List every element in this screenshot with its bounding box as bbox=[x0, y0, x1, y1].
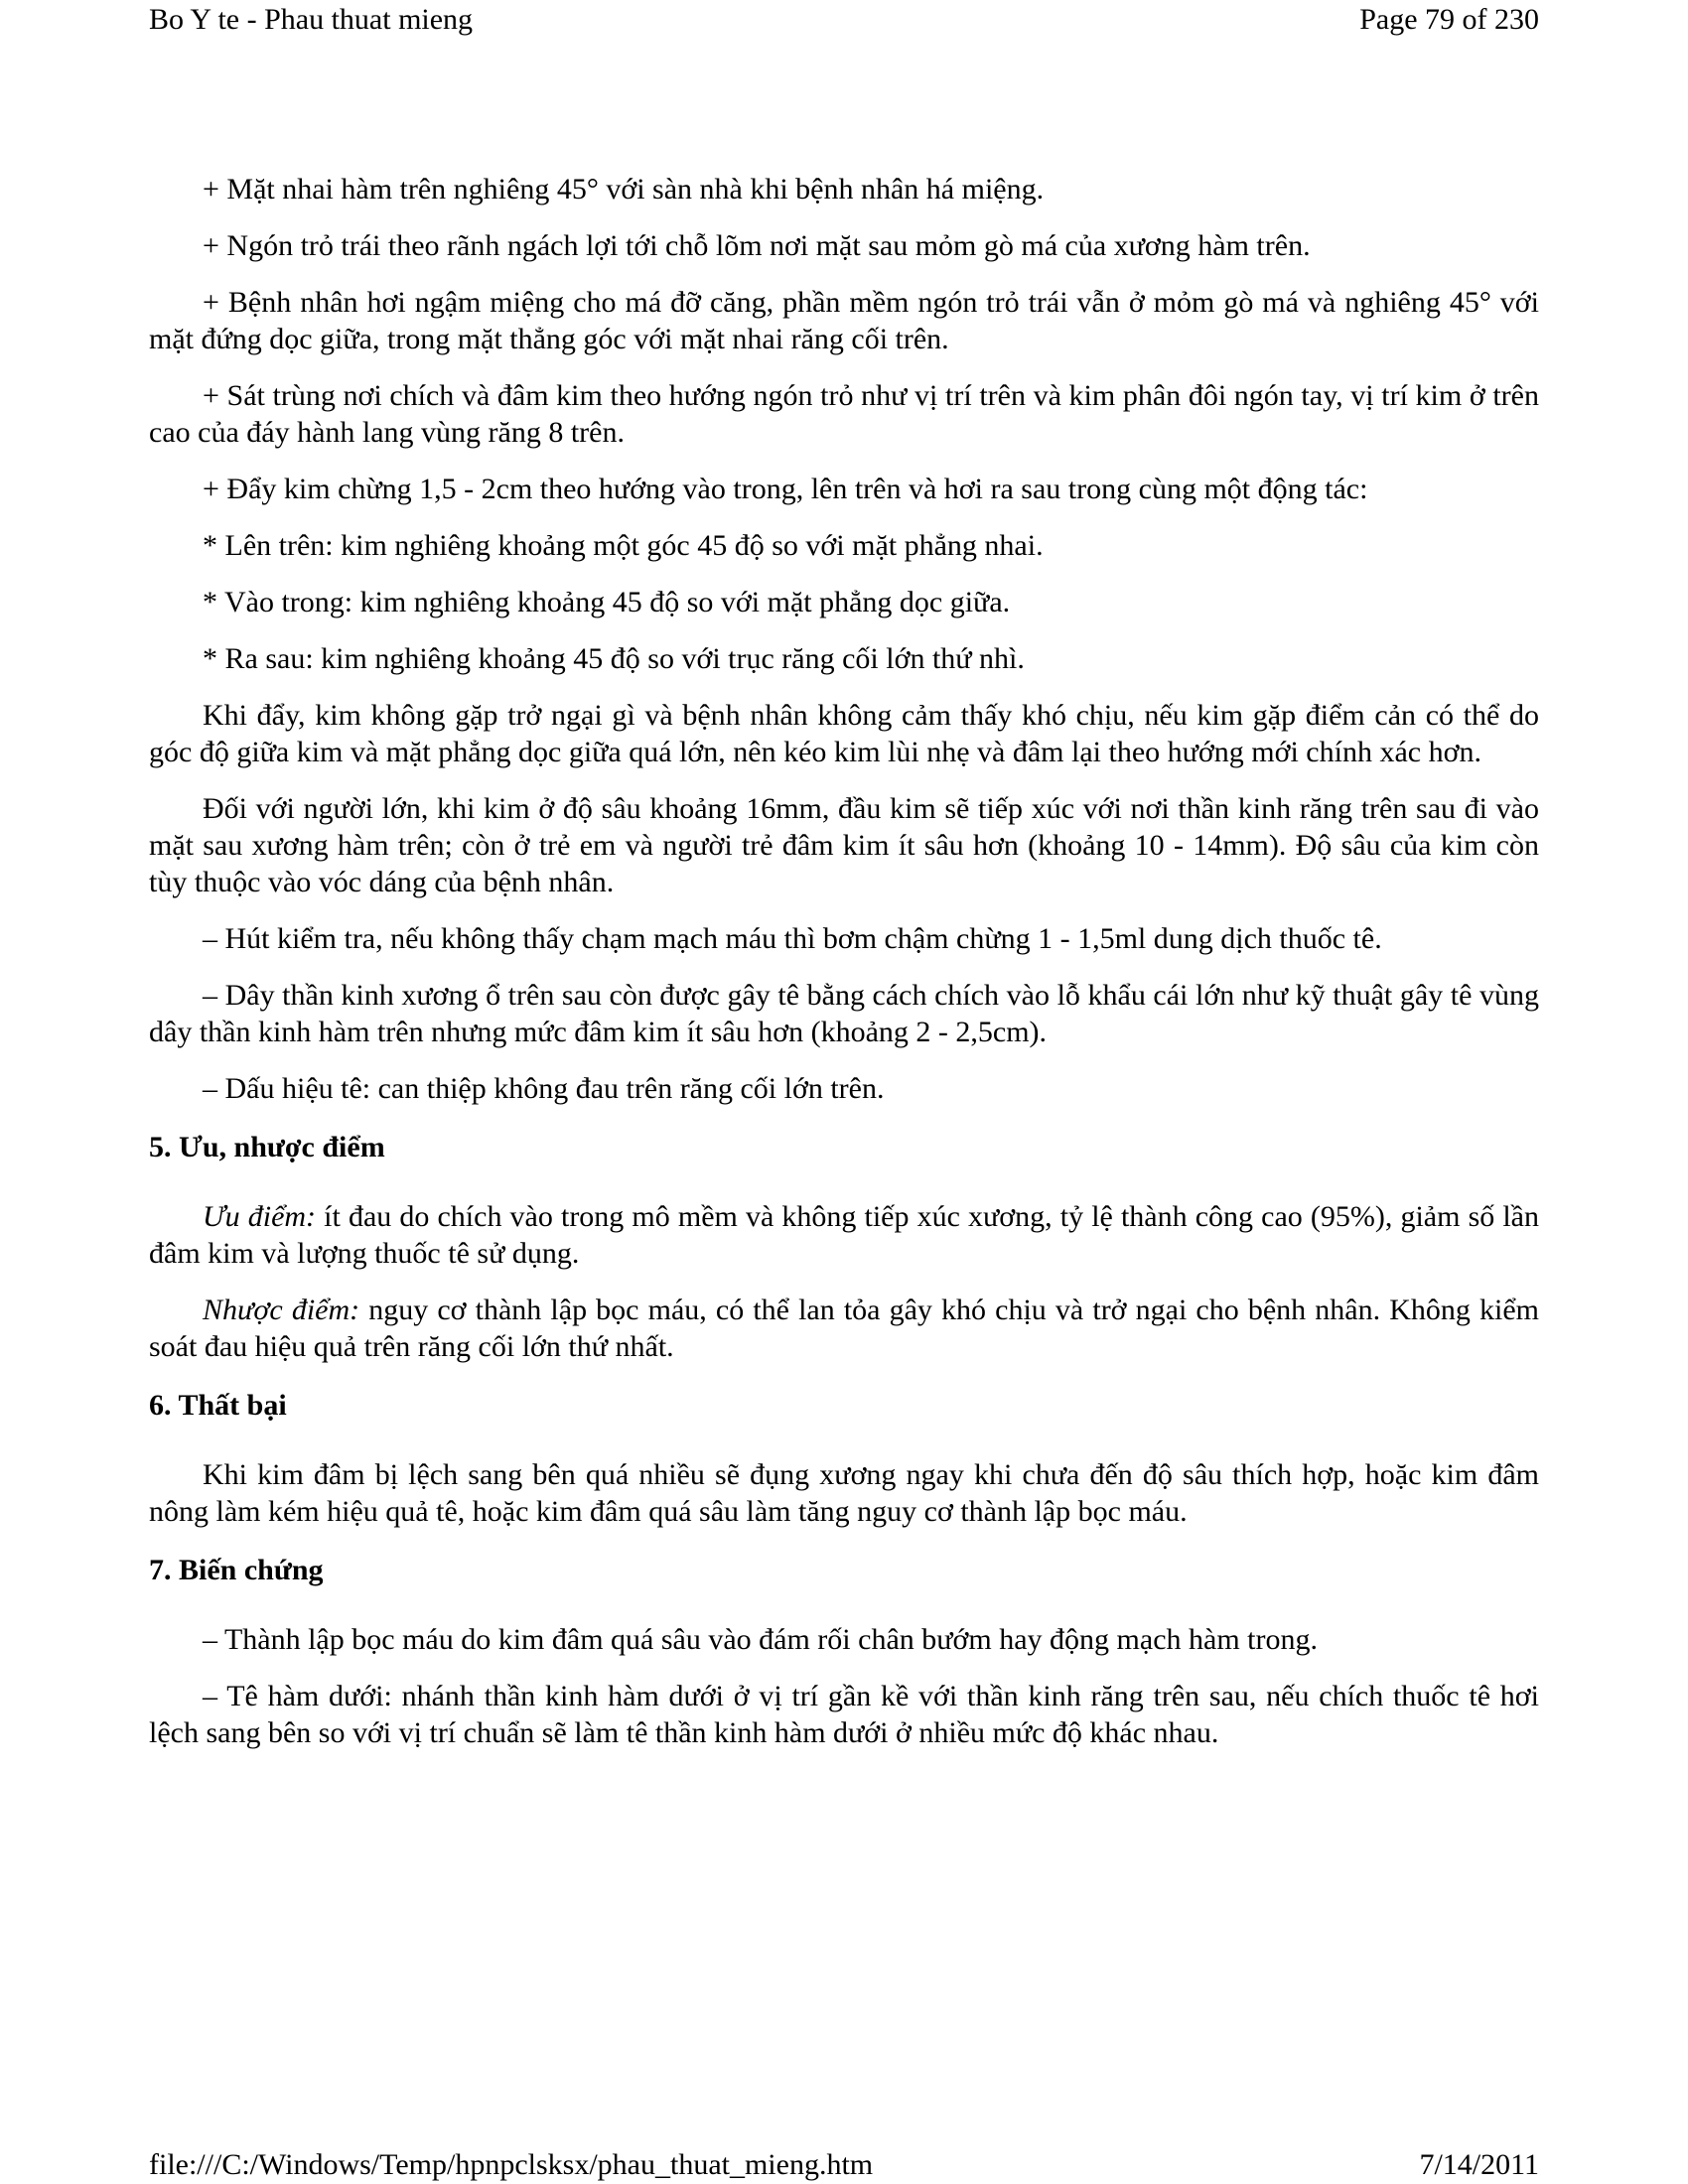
section-heading: 7. Biến chứng bbox=[149, 1554, 324, 1586]
advantages-label: Ưu điểm: bbox=[203, 1200, 317, 1233]
paragraph: Khi đẩy, kim không gặp trở ngại gì và bệnh nhân không cảm thấy khó chịu, nếu kim gặp điểm cản có thể do góc độ giữa kim và mặt phẳng dọc giữa quá lớn, nên kéo kim lùi nhẹ và đâm lại theo hướng mới chính xác hơn. bbox=[149, 699, 1539, 768]
advantages-text: ít đau do chích vào trong mô mềm và không tiếp xúc xương, tỷ lệ thành công cao (95%), giảm số lần đâm kim và lượng thuốc tê sử dụng. bbox=[149, 1200, 1539, 1270]
paragraph: + Bệnh nhân hơi ngậm miệng cho má đỡ căng, phần mềm ngón trỏ trái vẫn ở mỏm gò má và nghiêng 45° với mặt đứng dọc giữa, trong mặt thẳng góc với mặt nhai răng cối trên. bbox=[149, 286, 1539, 355]
paragraph: – Hút kiểm tra, nếu không thấy chạm mạch máu thì bơm chậm chừng 1 - 1,5ml dung dịch thuốc tê. bbox=[203, 922, 1382, 955]
paragraph: + Sát trùng nơi chích và đâm kim theo hướng ngón trỏ như vị trí trên và kim phân đôi ngón tay, vị trí kim ở trên cao của đáy hành lang vùng răng 8 trên. bbox=[149, 379, 1539, 449]
section-heading: 6. Thất bại bbox=[149, 1389, 287, 1422]
paragraph: + Mặt nhai hàm trên nghiêng 45° với sàn nhà khi bệnh nhân há miệng. bbox=[203, 173, 1045, 205]
document-body bbox=[149, 171, 1539, 1771]
footer-date: 7/14/2011 bbox=[1419, 2148, 1539, 2181]
disadvantages-text: nguy cơ thành lập bọc máu, có thể lan tỏa gây khó chịu và trở ngại cho bệnh nhân. Không kiểm soát đau hiệu quả trên răng cối lớn thứ nhất. bbox=[149, 1294, 1539, 1363]
paragraph: * Ra sau: kim nghiêng khoảng 45 độ so với trục răng cối lớn thứ nhì. bbox=[203, 642, 1025, 675]
paragraph: * Lên trên: kim nghiêng khoảng một góc 45 độ so với mặt phẳng nhai. bbox=[203, 529, 1044, 562]
header-title: Bo Y te - Phau thuat mieng bbox=[149, 3, 474, 36]
paragraph: – Dấu hiệu tê: can thiệp không đau trên răng cối lớn trên. bbox=[203, 1072, 885, 1105]
paragraph: – Tê hàm dưới: nhánh thần kinh hàm dưới ở vị trí gần kề với thần kinh răng trên sau, nếu chích thuốc tê hơi lệch sang bên so với vị trí chuẩn sẽ làm tê thần kinh hàm dưới ở nhiều mức độ khác nhau. bbox=[149, 1680, 1539, 1749]
paragraph: – Thành lập bọc máu do kim đâm quá sâu vào đám rối chân bướm hay động mạch hàm trong. bbox=[203, 1623, 1318, 1656]
paragraph: Đối với người lớn, khi kim ở độ sâu khoảng 16mm, đầu kim sẽ tiếp xúc với nơi thần kinh răng trên sau đi vào mặt sau xương hàm trên; còn ở trẻ em và người trẻ đâm kim ít sâu hơn (khoảng 10 - 14mm). Độ sâu của kim còn tùy thuộc vào vóc dáng của bệnh nhân. bbox=[149, 792, 1539, 898]
paragraph: Khi kim đâm bị lệch sang bên quá nhiều sẽ đụng xương ngay khi chưa đến độ sâu thích hợp, hoặc kim đâm nông làm kém hiệu quả tê, hoặc kim đâm quá sâu làm tăng nguy cơ thành lập bọc máu. bbox=[149, 1458, 1539, 1528]
disadvantages-label: Nhược điểm: bbox=[203, 1294, 360, 1326]
paragraph: * Vào trong: kim nghiêng khoảng 45 độ so với mặt phẳng dọc giữa. bbox=[203, 586, 1011, 618]
advantages-paragraph bbox=[149, 1198, 1539, 1272]
paragraph: + Đẩy kim chừng 1,5 - 2cm theo hướng vào trong, lên trên và hơi ra sau trong cùng một động tác: bbox=[203, 473, 1368, 505]
paragraph: – Dây thần kinh xương ổ trên sau còn được gây tê bằng cách chích vào lỗ khẩu cái lớn như kỹ thuật gây tê vùng dây thần kinh hàm trên nhưng mức đâm kim ít sâu hơn (khoảng 2 - 2,5cm). bbox=[149, 979, 1539, 1048]
paragraph: + Ngón trỏ trái theo rãnh ngách lợi tới chỗ lõm nơi mặt sau mỏm gò má của xương hàm trên. bbox=[203, 229, 1311, 262]
footer-file-path: file:///C:/Windows/Temp/hpnpclsksx/phau_thuat_mieng.htm bbox=[149, 2148, 874, 2181]
page-number: Page 79 of 230 bbox=[1359, 3, 1539, 36]
section-heading: 5. Ưu, nhược điểm bbox=[149, 1131, 385, 1163]
disadvantages-paragraph bbox=[149, 1292, 1539, 1365]
